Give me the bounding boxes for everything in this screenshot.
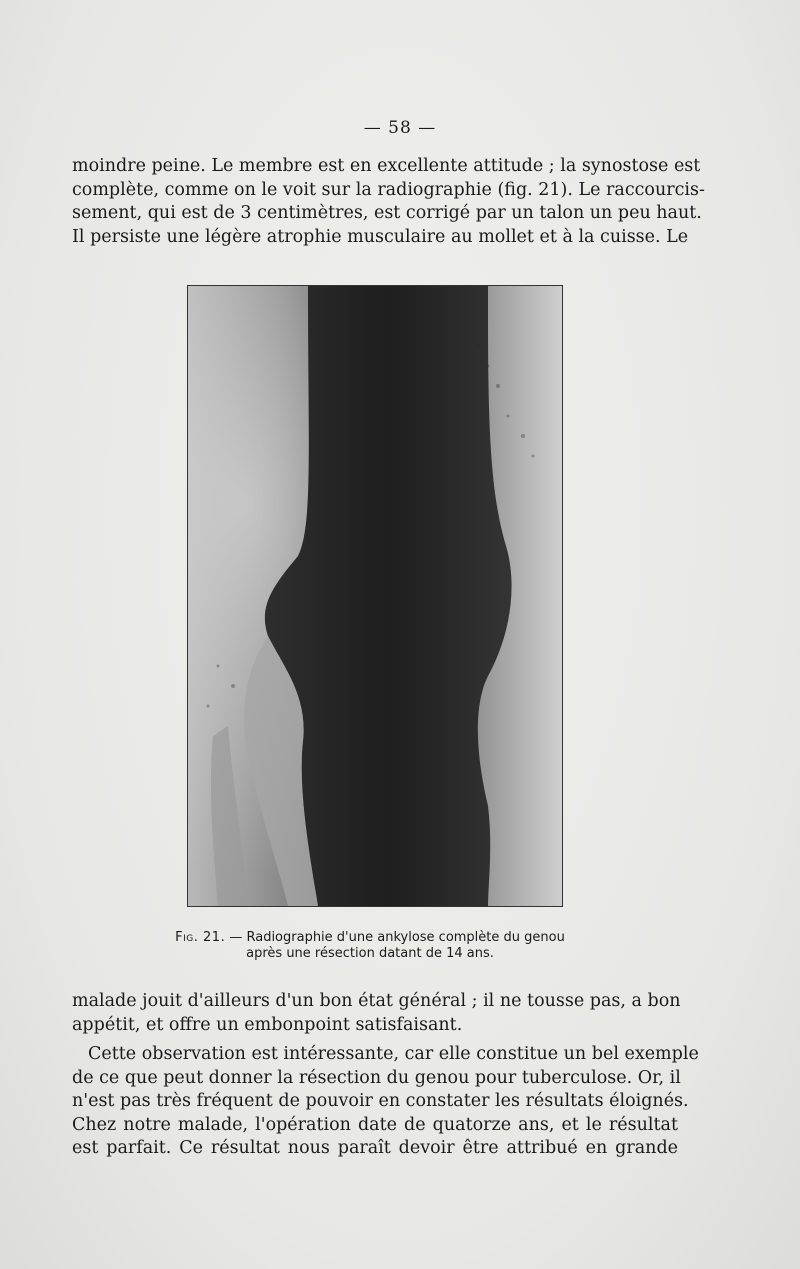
text-line: n'est pas très fréquent de pouvoir en constater les résultats éloignés. [72,1091,689,1111]
figure-caption [160,930,580,962]
caption-line-1: — Radiographie d'une ankylose complète du genou [229,930,565,945]
text-line: Cette observation est intéressante, car elle constitue un bel exemple [88,1044,699,1064]
text-line: de ce que peut donner la résection du genou pour tuberculose. Or, il [72,1067,681,1088]
knee-xray-illustration [188,286,562,906]
caption-line-2: après une résection datant de 14 ans. [246,946,494,961]
text-line: sement, qui est de 3 centimètres, est corrigé par un talon un peu haut. [72,203,702,223]
figure-label: Fig. 21. [175,930,226,945]
text-line: moindre peine. Le membre est en excellente attitude ; la synostose est [72,156,701,176]
text-line: complète, comme on le voit sur la radiographie (fig. 21). Le raccourcis- [72,179,705,200]
paragraph-2 [72,990,681,1037]
paragraph-3 [72,1043,699,1161]
text-line: appétit, et offre un embonpoint satisfaisant. [72,1014,463,1035]
page-number: — 58 — [363,118,437,138]
radiograph-image [187,285,563,907]
text-line: Il persiste une légère atrophie musculaire au mollet et à la cuisse. Le [72,226,689,247]
text-line: malade jouit d'ailleurs d'un bon état général ; il ne tousse pas, a bon [72,991,681,1011]
paragraph-1 [72,155,705,249]
text-line: Chez notre malade, l'opération date de quatorze ans, et le résultat [72,1114,678,1135]
text-line: est parfait. Ce résultat nous paraît devoir être attribué en grande [72,1138,678,1158]
